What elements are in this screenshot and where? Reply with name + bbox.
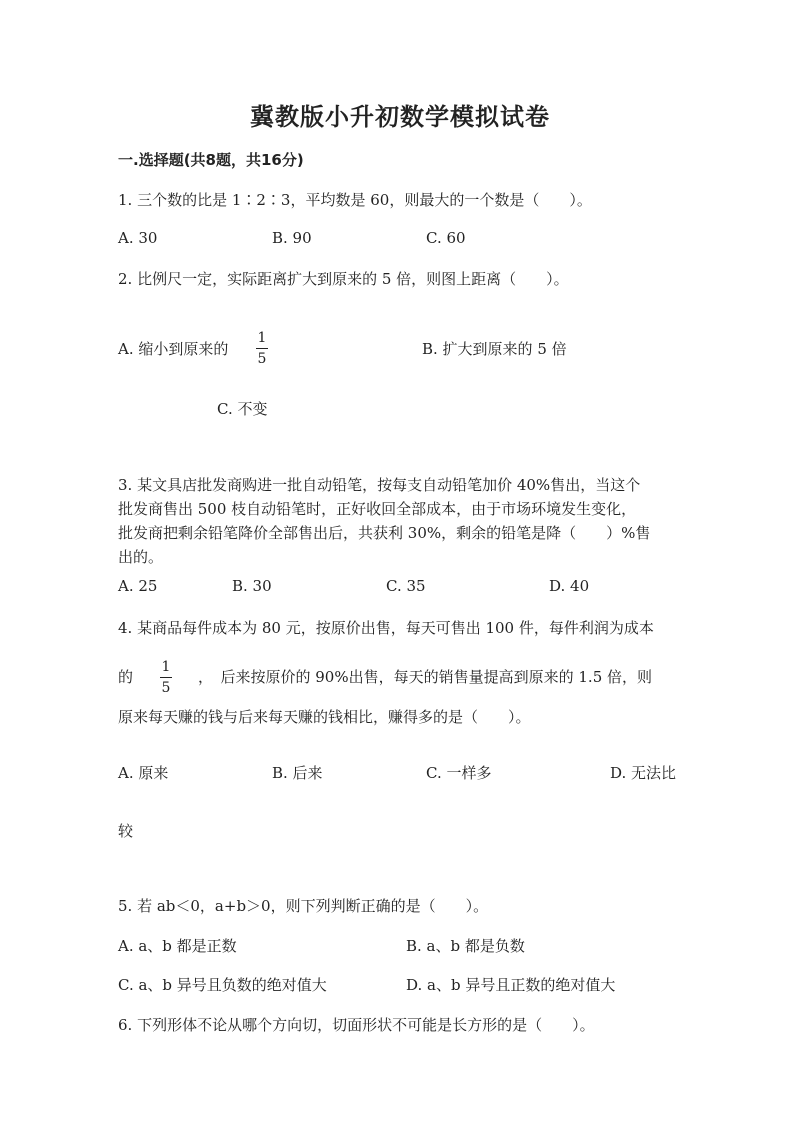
question-4-line-3: 原来每天赚的钱与后来每天赚的钱相比，赚得多的是（ ）。	[118, 708, 531, 726]
question-4-fraction	[160, 660, 172, 695]
question-1-option-c[interactable]: C. 60	[426, 229, 466, 247]
fraction-denominator: 5	[257, 351, 267, 367]
question-4-option-d-wrap: 较	[118, 822, 134, 840]
question-3-option-d[interactable]: D. 40	[549, 577, 590, 595]
question-3-line-1: 3. 某文具店批发商购进一批自动铅笔，按每支自动铅笔加价 40%售出，当这个	[118, 476, 641, 494]
question-1-text: 1. 三个数的比是 1∶2∶3，平均数是 60，则最大的一个数是（ ）。	[118, 191, 592, 209]
question-4-option-b[interactable]: B. 后来	[272, 764, 323, 782]
fraction-numerator: 1	[161, 659, 171, 675]
question-4-line-1: 4. 某商品每件成本为 80 元，按原价出售，每天可售出 100 件，每件利润为成本	[118, 619, 654, 637]
page-title: 冀教版小升初数学模拟试卷	[250, 103, 550, 131]
question-6-text: 6. 下列形体不论从哪个方向切，切面形状不可能是长方形的是（ ）。	[118, 1016, 595, 1034]
section-heading: 一.选择题(共8题，共16分)	[118, 151, 304, 169]
question-5-option-c[interactable]: C. a、b 异号且负数的绝对值大	[118, 976, 327, 994]
question-4-option-d[interactable]: D. 无法比	[610, 764, 677, 782]
question-5-option-a[interactable]: A. a、b 都是正数	[118, 937, 237, 955]
question-4-option-c[interactable]: C. 一样多	[426, 764, 492, 782]
question-1-option-a[interactable]: A. 30	[118, 229, 158, 247]
question-4-line-2-end: ， 后来按原价的 90%出售，每天的销售量提高到原来的 1.5 倍，则	[198, 668, 653, 686]
question-3-line-4: 出的。	[118, 548, 164, 566]
question-3-option-a[interactable]: A. 25	[118, 577, 158, 595]
fraction-denominator: 5	[161, 680, 171, 696]
question-4-line-2-start: 的	[118, 668, 134, 686]
question-5-option-d[interactable]: D. a、b 异号且正数的绝对值大	[406, 976, 616, 994]
question-5-text: 5. 若 ab＜0，a+b＞0，则下列判断正确的是（ ）。	[118, 897, 489, 915]
question-4-option-a[interactable]: A. 原来	[118, 764, 169, 782]
question-2-option-c[interactable]: C. 不变	[217, 400, 268, 418]
question-3-option-b[interactable]: B. 30	[232, 577, 272, 595]
fraction-bar	[160, 677, 172, 678]
question-3-option-c[interactable]: C. 35	[386, 577, 426, 595]
fraction-numerator: 1	[257, 330, 267, 346]
question-3-line-3: 批发商把剩余铅笔降价全部售出后，共获利 30%，剩余的铅笔是降（ ）%售	[118, 524, 651, 542]
question-2-fraction	[256, 331, 268, 366]
question-1-option-b[interactable]: B. 90	[272, 229, 312, 247]
question-2-option-a[interactable]: A. 缩小到原来的	[118, 340, 229, 358]
fraction-bar	[256, 348, 268, 349]
question-5-option-b[interactable]: B. a、b 都是负数	[406, 937, 525, 955]
question-2-text: 2. 比例尺一定，实际距离扩大到原来的 5 倍，则图上距离（ ）。	[118, 270, 569, 288]
question-2-option-b[interactable]: B. 扩大到原来的 5 倍	[422, 340, 567, 358]
question-3-line-2: 批发商售出 500 枝自动铅笔时，正好收回全部成本，由于市场环境发生变化，	[118, 500, 637, 518]
